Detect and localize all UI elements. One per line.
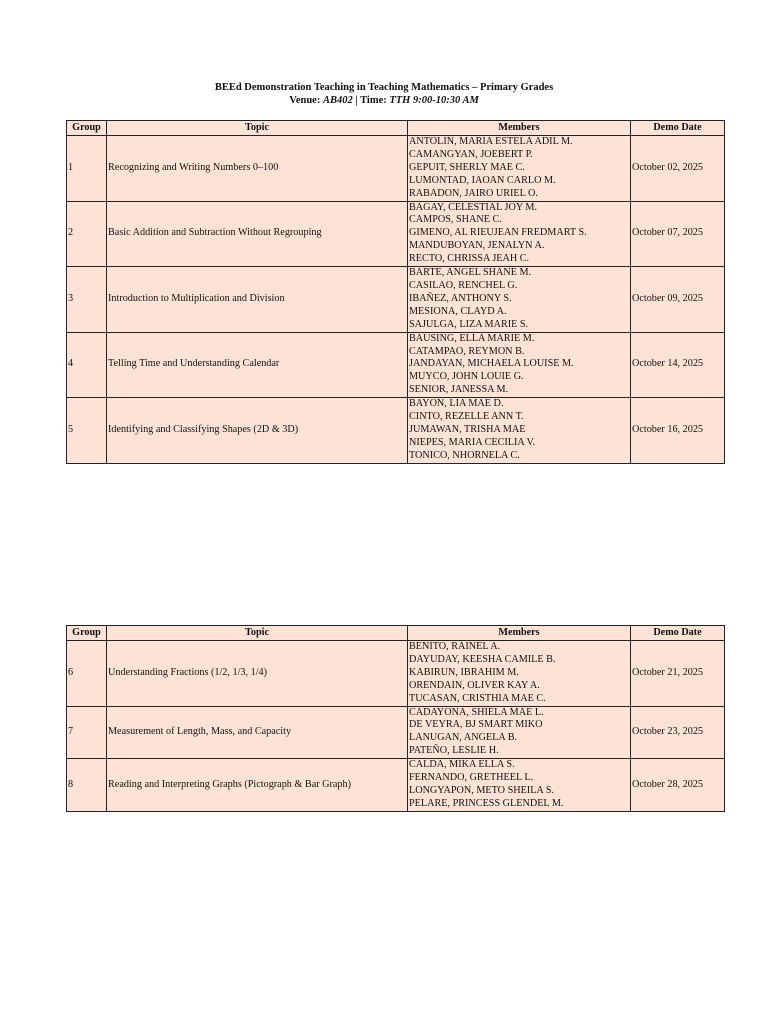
separator: | <box>355 95 358 106</box>
time-value: TTH 9:00-10:30 AM <box>389 95 479 106</box>
topic-cell: Basic Addition and Subtraction Without Regrouping <box>107 201 408 267</box>
schedule-table-2 <box>66 625 725 812</box>
member-name: JANDAYAN, MICHAELA LOUISE M. <box>409 358 574 370</box>
group-number-cell: 4 <box>67 332 107 398</box>
demo-date-cell: October 09, 2025 <box>631 267 725 333</box>
member-name: RECTO, CHRISSA JEAH C. <box>409 253 530 265</box>
table-row <box>67 706 725 759</box>
venue-time-line <box>0 94 768 107</box>
member-name: CAMPOS, SHANE C. <box>409 214 502 226</box>
demo-date-cell: October 14, 2025 <box>631 332 725 398</box>
members-cell <box>408 201 631 267</box>
member-name: SENIOR, JANESSA M. <box>409 384 509 396</box>
demo-date-cell: October 28, 2025 <box>631 759 725 812</box>
date-column-header: Demo Date <box>631 626 725 641</box>
member-name: CASILAO, RENCHEL G. <box>409 279 518 291</box>
member-name: GEPUIT, SHERLY MAE C. <box>409 161 525 173</box>
table-body <box>67 641 725 812</box>
group-number-cell: 5 <box>67 398 107 464</box>
members-cell <box>408 136 631 202</box>
topic-cell: Identifying and Classifying Shapes (2D & 3D) <box>107 398 408 464</box>
members-cell <box>408 759 631 812</box>
member-name: JUMAWAN, TRISHA MAE <box>409 423 526 435</box>
group-number-cell: 1 <box>67 136 107 202</box>
table-header-row <box>67 626 725 641</box>
member-name: CATAMPAO, REYMON B. <box>409 345 525 357</box>
topic-cell: Recognizing and Writing Numbers 0–100 <box>107 136 408 202</box>
table-header-row <box>67 121 725 136</box>
members-cell <box>408 267 631 333</box>
topic-column-header: Topic <box>107 121 408 136</box>
member-name: CALDA, MIKA ELLA S. <box>409 759 515 771</box>
member-name: ANTOLIN, MARIA ESTELA ADIL M. <box>409 136 573 147</box>
members-cell <box>408 398 631 464</box>
member-name: TONICO, NHORNELA C. <box>409 449 520 461</box>
topic-cell: Reading and Interpreting Graphs (Pictograph & Bar Graph) <box>107 759 408 812</box>
member-name: TUCASAN, CRISTHIA MAE C. <box>409 692 546 704</box>
members-column-header: Members <box>408 121 631 136</box>
time-label: Time: <box>360 95 387 106</box>
member-name: MUYCO, JOHN LOUIE G. <box>409 371 524 383</box>
group-number-cell: 7 <box>67 706 107 759</box>
member-name: LUMONTAD, IAOAN CARLO M. <box>409 174 556 186</box>
member-name: CINTO, REZELLE ANN T. <box>409 411 524 423</box>
topic-cell: Measurement of Length, Mass, and Capacity <box>107 706 408 759</box>
group-column-header: Group <box>67 626 107 641</box>
member-name: SAJULGA, LIZA MARIE S. <box>409 318 529 330</box>
members-cell <box>408 641 631 707</box>
topic-cell: Telling Time and Understanding Calendar <box>107 332 408 398</box>
table-row <box>67 398 725 464</box>
table-row <box>67 641 725 707</box>
demo-date-cell: October 07, 2025 <box>631 201 725 267</box>
member-name: LONGYAPON, METO SHEILA S. <box>409 784 554 796</box>
demo-date-cell: October 21, 2025 <box>631 641 725 707</box>
table-row <box>67 201 725 267</box>
member-name: PATEÑO, LESLIE H. <box>409 745 499 757</box>
document-header <box>0 81 768 107</box>
member-name: ORENDAIN, OLIVER KAY A. <box>409 679 540 691</box>
member-name: MESIONA, CLAYD A. <box>409 305 507 317</box>
members-cell <box>408 706 631 759</box>
demo-date-cell: October 23, 2025 <box>631 706 725 759</box>
member-name: LANUGAN, ANGELA B. <box>409 732 518 744</box>
member-name: BAUSING, ELLA MARIE M. <box>409 332 535 344</box>
member-name: BAGAY, CELESTIAL JOY M. <box>409 201 538 213</box>
document-title: BEEd Demonstration Teaching in Teaching Mathematics – Primary Grades <box>214 82 554 93</box>
date-column-header: Demo Date <box>631 121 725 136</box>
member-name: PELARE, PRINCESS GLENDEL M. <box>409 797 564 809</box>
members-column-header: Members <box>408 626 631 641</box>
group-number-cell: 6 <box>67 641 107 707</box>
topic-column-header: Topic <box>107 626 408 641</box>
members-cell <box>408 332 631 398</box>
table-row <box>67 332 725 398</box>
member-name: CADAYONA, SHIELA MAE L. <box>409 706 544 718</box>
table-row <box>67 759 725 812</box>
topic-cell: Introduction to Multiplication and Division <box>107 267 408 333</box>
venue-value: AB402 <box>322 95 353 106</box>
member-name: BENITO, RAINEL A. <box>409 641 501 652</box>
group-number-cell: 3 <box>67 267 107 333</box>
table-row <box>67 136 725 202</box>
table-body <box>67 136 725 464</box>
member-name: DAYUDAY, KEESHA CAMILE B. <box>409 653 556 665</box>
group-column-header: Group <box>67 121 107 136</box>
demo-date-cell: October 02, 2025 <box>631 136 725 202</box>
topic-cell: Understanding Fractions (1/2, 1/3, 1/4) <box>107 641 408 707</box>
member-name: RABADON, JAIRO URIEL O. <box>409 187 538 199</box>
demo-date-cell: October 16, 2025 <box>631 398 725 464</box>
member-name: DE VEYRA, BJ SMART MIKO <box>409 719 543 731</box>
member-name: CAMANGYAN, JOEBERT P. <box>409 148 533 160</box>
member-name: NIEPES, MARIA CECILIA V. <box>409 436 536 448</box>
schedule-table-1 <box>66 120 725 464</box>
group-number-cell: 2 <box>67 201 107 267</box>
member-name: FERNANDO, GRETHEEL L. <box>409 772 534 784</box>
member-name: KABIRUN, IBRAHIM M. <box>409 666 519 678</box>
group-number-cell: 8 <box>67 759 107 812</box>
member-name: BARTE, ANGEL SHANE M. <box>409 267 532 279</box>
member-name: GIMENO, AL RIEUJEAN FREDMART S. <box>409 227 587 239</box>
member-name: IBAÑEZ, ANTHONY S. <box>409 292 512 304</box>
venue-label: Venue: <box>289 95 321 106</box>
member-name: BAYON, LIA MAE D. <box>409 398 504 410</box>
table-row <box>67 267 725 333</box>
member-name: MANDUBOYAN, JENALYN A. <box>409 240 545 252</box>
